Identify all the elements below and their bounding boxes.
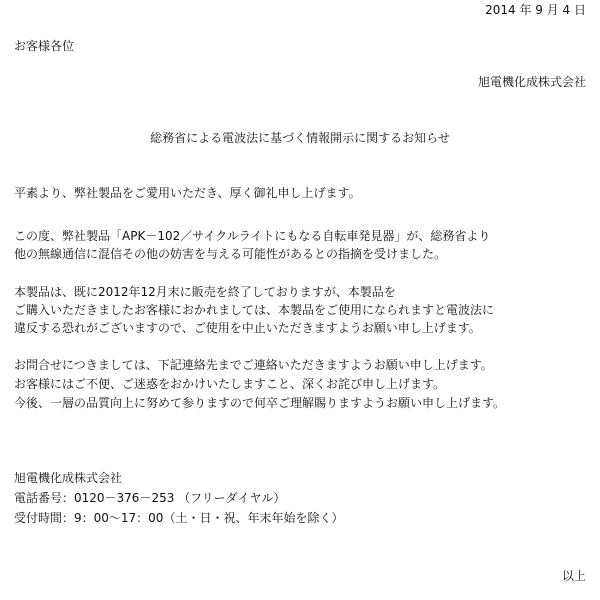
paragraph-line: お問合せにつきましては、下記連絡先までご連絡いただきますようお願い申し上げます。	[14, 358, 493, 372]
paragraph-line: 違反する恐れがございますので、ご使用を中止いただきますようお願い申し上げます。	[14, 321, 481, 335]
notice-date: 2014 年 9 月 4 日	[485, 3, 586, 17]
company-header: 旭電機化成株式会社	[477, 75, 586, 89]
notice-title: 総務省による電波法に基づく情報開示に関するお知らせ	[150, 131, 450, 145]
paragraph-line: 本製品は、既に2012年12月末に販売を終了しておりますが、本製品を	[14, 285, 396, 299]
contact-company: 旭電機化成株式会社	[14, 471, 123, 485]
paragraph-line: この度、弊社製品「APK－102／サイクルライトにもなる自転車発見器」が、総務省より	[14, 229, 491, 243]
greeting-text: 平素より、弊社製品をご愛用いただき、厚く御礼申し上げます。	[14, 186, 361, 200]
contact-phone: 電話番号：0120－376－253 （フリーダイヤル）	[14, 491, 286, 505]
paragraph-line: 今後、一層の品質向上に努めて参りますので何卒ご理解賜りますようお願い申し上げます。	[14, 396, 506, 410]
contact-hours: 受付時間：9：00～17：00（土・日・祝、年末年始を除く）	[14, 511, 344, 525]
salutation: お客様各位	[14, 39, 75, 53]
paragraph-line: お客様にはご不便、ご迷惑をおかけいたしますこと、深くお詫び申し上げます。	[14, 377, 446, 391]
paragraph-line: 他の無線通信に混信その他の妨害を与える可能性があるとの指摘を受けました。	[14, 247, 447, 261]
paragraph-line: ご購入いただきましたお客様におかれましては、本製品をご使用になられますと電波法に	[14, 303, 495, 317]
closing-text: 以上	[561, 569, 586, 583]
